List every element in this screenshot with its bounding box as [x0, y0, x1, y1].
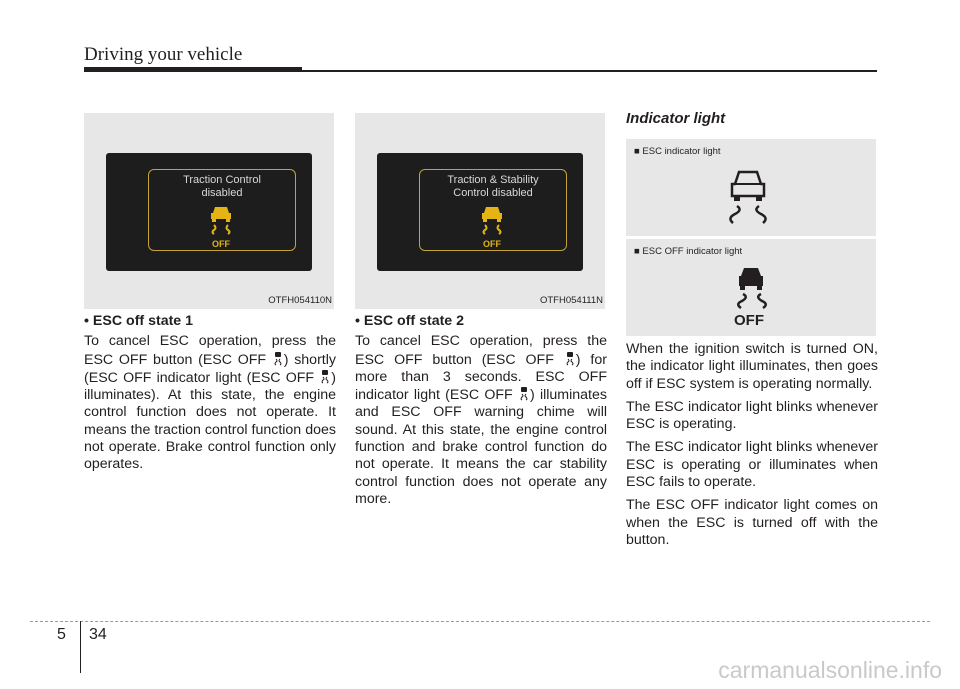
figure-esc-off-state-1 [84, 113, 334, 309]
panel-caption: ■ ESC OFF indicator light [634, 246, 742, 257]
esc-off-state-2-section [355, 313, 607, 514]
esc-off-inline-icon [320, 369, 330, 385]
page-number: 34 [89, 626, 107, 643]
header-rule-thick [84, 67, 302, 72]
body-paragraph: The ESC indicator light blinks whenever ESC is operating. [626, 398, 878, 433]
esc-off-yellow-icon [475, 203, 509, 241]
text-segment: To cancel ESC operation, press the ESC OFF button (ESC OFF [355, 333, 607, 368]
esc-off-inline-icon [519, 386, 529, 402]
text-segment: ) illuminates and ESC OFF warning chime will sound. At this state, the engine control function and brake control function do not operate. It means the car stability control function does not operate any more. [355, 387, 607, 507]
text-segment: To cancel ESC operation, press the ESC OFF button (ESC OFF [84, 333, 336, 368]
esc-indicator-panel [626, 139, 876, 236]
display-line-1: Traction & Stability [447, 174, 539, 186]
figure-esc-off-state-2 [355, 113, 605, 309]
footer-divider [80, 621, 81, 673]
text-segment: ) for more than 3 seconds. ESC OFF indicator light (ESC OFF [355, 351, 607, 404]
cluster-display [106, 153, 312, 271]
footer-rule [30, 621, 930, 622]
esc-off-state-1-section [84, 313, 336, 480]
figure-code: OTFH054111N [539, 295, 603, 306]
text-segment: ) illuminates). At this state, the engine control function does not operate. It means the traction control function does not operate. Brake control function only operates. [84, 369, 336, 473]
display-message [148, 174, 296, 200]
esc-off-inline-icon [273, 351, 283, 367]
off-label: OFF [734, 312, 764, 329]
esc-indicator-icon [723, 166, 773, 224]
indicator-text-section [626, 341, 878, 555]
body-paragraph [355, 333, 607, 508]
off-label: OFF [483, 239, 501, 249]
panel-caption: ■ ESC indicator light [634, 146, 721, 157]
chapter-number: 5 [57, 626, 66, 643]
esc-off-indicator-icon [729, 264, 773, 314]
body-paragraph [84, 333, 336, 473]
header-rule-thin [302, 70, 877, 72]
section-bullet: • ESC off state 1 [84, 313, 194, 329]
figure-code: OTFH054110N [268, 295, 332, 306]
cluster-display [377, 153, 583, 271]
body-paragraph: The ESC indicator light blinks whenever ESC is operating or illuminates when ESC fails to operate. [626, 439, 878, 491]
display-message [419, 174, 567, 200]
esc-off-yellow-icon [204, 203, 238, 241]
esc-off-inline-icon [565, 351, 575, 367]
display-line-2: disabled [201, 187, 243, 199]
display-line-2: Control disabled [453, 187, 533, 199]
esc-off-indicator-panel [626, 239, 876, 336]
off-label: OFF [212, 239, 230, 249]
watermark: carmanualsonline.info [718, 657, 942, 683]
text-segment: ) shortly (ESC OFF indicator light (ESC OFF [84, 351, 336, 386]
page-header-title: Driving your vehicle [84, 44, 243, 65]
section-bullet: • ESC off state 2 [355, 313, 465, 329]
display-line-1: Traction Control [183, 174, 261, 186]
body-paragraph: When the ignition switch is turned ON, the indicator light illuminates, then goes off if ESC system is operating normally. [626, 341, 878, 392]
indicator-light-heading: Indicator light [626, 110, 726, 127]
body-paragraph: The ESC OFF indicator light comes on when the ESC is turned off with the button. [626, 497, 878, 548]
